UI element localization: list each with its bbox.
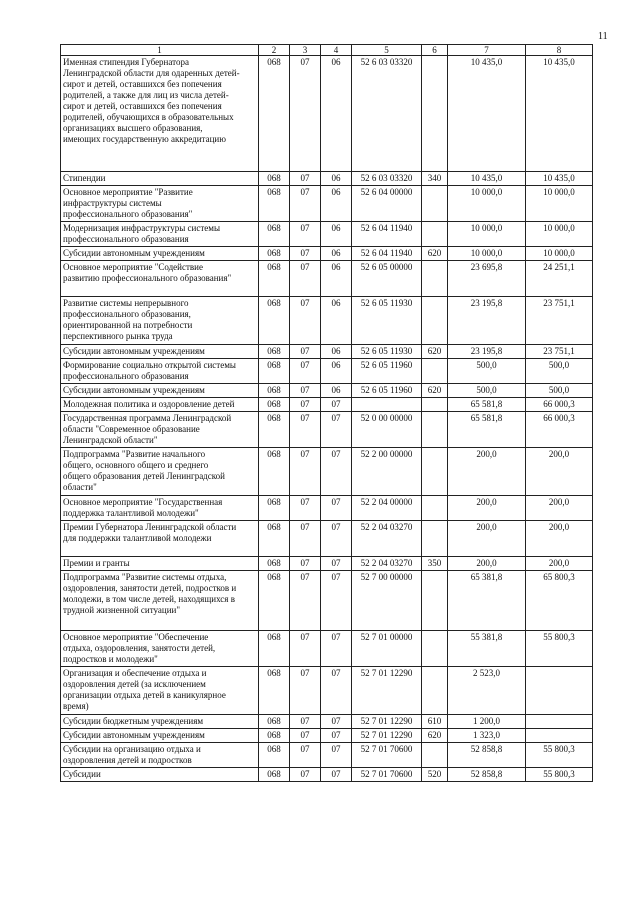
row-label: Основное мероприятие "Развитие инфраструктуры системы профессионального образования" (61, 186, 259, 222)
row-cell: 07 (321, 768, 352, 782)
row-label: Основное мероприятие "Государственная поддержка талантливой молодежи" (61, 496, 259, 521)
row-label: Модернизация инфраструктуры системы профессионального образования (61, 222, 259, 247)
row-cell: 10 000,0 (448, 186, 526, 222)
row-cell: 65 800,3 (526, 571, 593, 631)
row-cell: 06 (321, 172, 352, 186)
table-row (61, 667, 593, 715)
row-cell: 52 6 05 00000 (352, 261, 422, 297)
row-cell: 068 (259, 667, 290, 715)
row-label: Премии Губернатора Ленинградской области для поддержки талантливой молодежи (61, 521, 259, 557)
row-cell: 07 (321, 412, 352, 448)
row-cell: 10 435,0 (526, 172, 593, 186)
row-cell: 068 (259, 496, 290, 521)
row-cell: 200,0 (526, 521, 593, 557)
row-cell: 52 7 01 70600 (352, 768, 422, 782)
row-cell: 07 (290, 571, 321, 631)
row-cell: 52 858,8 (448, 743, 526, 768)
row-cell: 07 (290, 359, 321, 384)
budget-table (60, 44, 593, 782)
row-cell: 06 (321, 222, 352, 247)
row-cell: 068 (259, 631, 290, 667)
row-cell (526, 667, 593, 715)
row-cell: 200,0 (448, 521, 526, 557)
table-row (61, 496, 593, 521)
row-cell (422, 631, 448, 667)
row-cell: 55 800,3 (526, 631, 593, 667)
row-cell: 200,0 (448, 496, 526, 521)
table-row (61, 359, 593, 384)
row-label: Субсидии (61, 768, 259, 782)
row-cell: 07 (290, 768, 321, 782)
row-cell (422, 297, 448, 345)
row-label: Подпрограмма "Развитие системы отдыха, оздоровления, занятости детей, подростков и молодежи, в том числе детей, находящихся в трудной жизненной ситуации" (61, 571, 259, 631)
row-cell: 340 (422, 172, 448, 186)
row-cell: 068 (259, 345, 290, 359)
row-cell: 10 435,0 (448, 172, 526, 186)
row-cell: 52 6 05 11930 (352, 345, 422, 359)
row-cell: 10 000,0 (526, 247, 593, 261)
row-cell: 07 (321, 521, 352, 557)
row-cell: 23 195,8 (448, 345, 526, 359)
row-cell: 07 (290, 384, 321, 398)
row-cell: 52 6 05 11930 (352, 297, 422, 345)
row-cell: 07 (290, 557, 321, 571)
table-row (61, 384, 593, 398)
row-cell: 07 (321, 571, 352, 631)
table-row (61, 768, 593, 782)
row-cell: 65 581,8 (448, 398, 526, 412)
row-cell: 10 000,0 (526, 186, 593, 222)
row-cell: 068 (259, 186, 290, 222)
row-cell: 23 751,1 (526, 345, 593, 359)
row-cell: 10 435,0 (448, 56, 526, 172)
row-label: Основное мероприятие "Обеспечение отдыха, оздоровления, занятости детей, подростков и молодежи" (61, 631, 259, 667)
row-cell: 068 (259, 172, 290, 186)
row-cell: 07 (290, 412, 321, 448)
row-cell: 07 (290, 247, 321, 261)
row-cell: 068 (259, 247, 290, 261)
header-cell: 2 (259, 45, 290, 56)
table-row (61, 729, 593, 743)
row-cell: 068 (259, 297, 290, 345)
row-cell (422, 571, 448, 631)
row-cell: 610 (422, 715, 448, 729)
row-cell: 200,0 (526, 448, 593, 496)
row-cell: 06 (321, 297, 352, 345)
row-label: Подпрограмма "Развитие начального общего, основного общего и среднего общего образования детей Ленинградской области" (61, 448, 259, 496)
row-cell: 23 195,8 (448, 297, 526, 345)
row-cell: 07 (290, 186, 321, 222)
row-cell: 068 (259, 398, 290, 412)
row-cell: 10 000,0 (448, 247, 526, 261)
table-row (61, 557, 593, 571)
row-cell: 23 751,1 (526, 297, 593, 345)
row-cell: 068 (259, 448, 290, 496)
row-cell: 2 523,0 (448, 667, 526, 715)
row-cell: 07 (321, 729, 352, 743)
table-row (61, 631, 593, 667)
row-label: Основное мероприятие "Содействие развитию профессионального образования" (61, 261, 259, 297)
table-row (61, 412, 593, 448)
row-cell: 068 (259, 521, 290, 557)
row-cell: 07 (290, 743, 321, 768)
row-cell: 07 (290, 222, 321, 247)
row-cell (422, 412, 448, 448)
row-cell: 52 7 00 00000 (352, 571, 422, 631)
row-cell: 65 381,8 (448, 571, 526, 631)
row-cell: 52 6 05 11960 (352, 384, 422, 398)
row-cell: 52 2 00 00000 (352, 448, 422, 496)
page-number: 11 (598, 31, 608, 42)
row-cell: 068 (259, 557, 290, 571)
row-cell: 07 (290, 521, 321, 557)
row-cell: 07 (321, 557, 352, 571)
row-cell: 52 858,8 (448, 768, 526, 782)
row-cell: 1 200,0 (448, 715, 526, 729)
row-cell: 07 (321, 398, 352, 412)
row-cell: 200,0 (526, 557, 593, 571)
row-cell: 200,0 (448, 557, 526, 571)
row-label: Государственная программа Ленинградской области "Современное образование Ленинградской области" (61, 412, 259, 448)
row-cell: 068 (259, 743, 290, 768)
table-row (61, 448, 593, 496)
row-label: Субсидии автономным учреждениям (61, 384, 259, 398)
row-cell (422, 521, 448, 557)
row-cell: 24 251,1 (526, 261, 593, 297)
row-label: Субсидии автономным учреждениям (61, 729, 259, 743)
row-cell (422, 261, 448, 297)
row-label: Организация и обеспечение отдыха и оздоровления детей (за исключением организации отдыха детей в каникулярное время) (61, 667, 259, 715)
row-cell: 520 (422, 768, 448, 782)
row-cell: 10 435,0 (526, 56, 593, 172)
row-cell: 52 7 01 70600 (352, 743, 422, 768)
row-cell: 06 (321, 261, 352, 297)
row-cell: 10 000,0 (526, 222, 593, 247)
row-cell: 200,0 (448, 448, 526, 496)
row-cell: 06 (321, 247, 352, 261)
row-cell: 06 (321, 56, 352, 172)
row-cell (352, 398, 422, 412)
table-row (61, 186, 593, 222)
row-cell: 10 000,0 (448, 222, 526, 247)
row-label: Субсидии автономным учреждениям (61, 345, 259, 359)
table-row (61, 247, 593, 261)
row-cell: 07 (290, 56, 321, 172)
row-cell: 52 6 04 11940 (352, 247, 422, 261)
row-cell: 52 7 01 12290 (352, 715, 422, 729)
row-cell (526, 729, 593, 743)
row-cell (422, 743, 448, 768)
table-row (61, 743, 593, 768)
row-cell (422, 186, 448, 222)
header-cell: 7 (448, 45, 526, 56)
row-cell: 06 (321, 345, 352, 359)
row-cell: 07 (290, 172, 321, 186)
row-label: Именная стипендия Губернатора Ленинградской области для одаренных детей- сирот и детей, оставшихся без попечения родителей, а также для лиц из числа детей- сирот и детей, оставшихся без попечения родителей, обучающихся в образовательных организациях высшего образования, имеющих государственную аккредитацию (61, 56, 259, 172)
row-cell: 07 (290, 345, 321, 359)
row-cell: 200,0 (526, 496, 593, 521)
row-cell: 07 (321, 743, 352, 768)
header-cell: 5 (352, 45, 422, 56)
row-cell: 52 6 03 03320 (352, 172, 422, 186)
header-row (61, 45, 593, 56)
row-cell (422, 359, 448, 384)
row-cell (526, 715, 593, 729)
row-cell: 620 (422, 384, 448, 398)
row-cell: 52 7 01 12290 (352, 667, 422, 715)
row-cell: 52 2 04 03270 (352, 557, 422, 571)
row-cell (422, 56, 448, 172)
header-cell: 1 (61, 45, 259, 56)
table-row (61, 261, 593, 297)
row-cell: 068 (259, 384, 290, 398)
row-cell: 500,0 (448, 359, 526, 384)
row-cell: 620 (422, 247, 448, 261)
row-cell: 06 (321, 384, 352, 398)
row-cell: 07 (290, 297, 321, 345)
row-cell: 07 (321, 448, 352, 496)
row-cell: 07 (290, 715, 321, 729)
table-row (61, 297, 593, 345)
header-cell: 3 (290, 45, 321, 56)
row-cell: 65 581,8 (448, 412, 526, 448)
header-cell: 8 (526, 45, 593, 56)
row-cell: 07 (321, 496, 352, 521)
row-cell: 55 381,8 (448, 631, 526, 667)
row-cell: 500,0 (526, 384, 593, 398)
row-label: Формирование социально открытой системы профессионального образования (61, 359, 259, 384)
row-cell: 068 (259, 359, 290, 384)
row-cell: 07 (290, 631, 321, 667)
row-label: Развитие системы непрерывного профессионального образования, ориентированной на потребности перспективного рынка труда (61, 297, 259, 345)
table-row (61, 571, 593, 631)
row-cell: 068 (259, 768, 290, 782)
row-cell: 52 0 00 00000 (352, 412, 422, 448)
header-cell: 6 (422, 45, 448, 56)
table-row (61, 521, 593, 557)
row-cell: 068 (259, 222, 290, 247)
table-row (61, 172, 593, 186)
row-cell: 07 (321, 631, 352, 667)
row-cell: 07 (290, 667, 321, 715)
row-label: Субсидии на организацию отдыха и оздоровления детей и подростков (61, 743, 259, 768)
row-cell: 55 800,3 (526, 743, 593, 768)
row-cell: 620 (422, 345, 448, 359)
row-cell (422, 398, 448, 412)
row-cell: 52 6 05 11960 (352, 359, 422, 384)
row-label: Субсидии бюджетным учреждениям (61, 715, 259, 729)
row-cell (422, 222, 448, 247)
row-cell: 068 (259, 729, 290, 743)
row-cell: 52 2 04 03270 (352, 521, 422, 557)
row-cell (422, 496, 448, 521)
row-cell: 52 7 01 00000 (352, 631, 422, 667)
row-cell: 1 323,0 (448, 729, 526, 743)
table-row (61, 222, 593, 247)
row-cell: 06 (321, 359, 352, 384)
row-cell: 52 2 04 00000 (352, 496, 422, 521)
row-cell: 52 6 04 11940 (352, 222, 422, 247)
row-cell: 23 695,8 (448, 261, 526, 297)
row-cell: 07 (290, 261, 321, 297)
row-cell: 068 (259, 412, 290, 448)
row-cell: 07 (321, 715, 352, 729)
row-cell: 52 6 04 00000 (352, 186, 422, 222)
row-cell: 66 000,3 (526, 398, 593, 412)
row-cell: 350 (422, 557, 448, 571)
row-cell: 07 (290, 496, 321, 521)
row-cell: 07 (290, 729, 321, 743)
row-cell: 620 (422, 729, 448, 743)
table-body (61, 45, 593, 782)
row-label: Стипендии (61, 172, 259, 186)
header-cell: 4 (321, 45, 352, 56)
row-cell: 06 (321, 186, 352, 222)
row-cell: 07 (290, 448, 321, 496)
row-label: Премии и гранты (61, 557, 259, 571)
row-label: Молодежная политика и оздоровление детей (61, 398, 259, 412)
table-row (61, 398, 593, 412)
row-cell: 500,0 (526, 359, 593, 384)
row-cell: 07 (290, 398, 321, 412)
row-cell: 07 (321, 667, 352, 715)
row-cell: 55 800,3 (526, 768, 593, 782)
row-cell: 068 (259, 56, 290, 172)
row-cell: 500,0 (448, 384, 526, 398)
table-row (61, 56, 593, 172)
table-row (61, 715, 593, 729)
table-row (61, 345, 593, 359)
row-cell: 068 (259, 261, 290, 297)
row-cell: 66 000,3 (526, 412, 593, 448)
row-cell: 52 6 03 03320 (352, 56, 422, 172)
row-cell: 068 (259, 571, 290, 631)
row-cell: 52 7 01 12290 (352, 729, 422, 743)
row-cell: 068 (259, 715, 290, 729)
row-label: Субсидии автономным учреждениям (61, 247, 259, 261)
row-cell (422, 448, 448, 496)
row-cell (422, 667, 448, 715)
